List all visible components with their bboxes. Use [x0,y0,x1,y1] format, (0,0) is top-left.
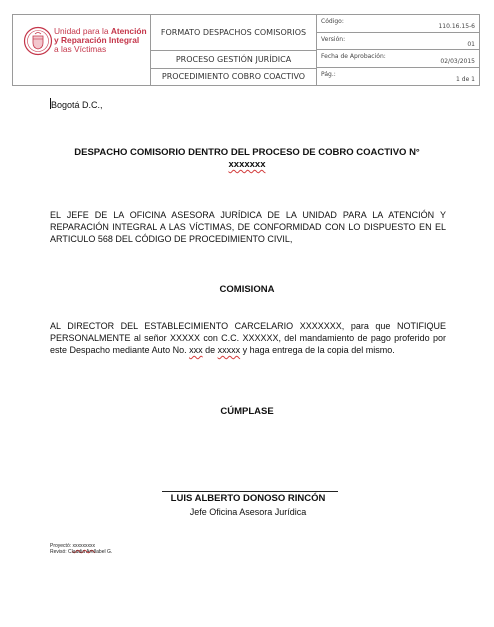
document-title [40,147,454,171]
auto-date-placeholder: xxxxx [217,345,241,355]
version-label: Versión: [321,35,346,43]
place-text: Bogotá D.C., [51,100,103,110]
approval-row [317,50,479,68]
projected-label: Proyectó: [50,543,73,549]
format-title: FORMATO DESPACHOS COMISORIOS [151,15,316,51]
procedure-name: PROCEDIMIENTO COBRO COACTIVO [161,72,306,81]
signer-role: Jefe Oficina Asesora Jurídica [189,507,307,517]
version-value: 01 [467,40,475,48]
projected-value: xxxxxxxxx [72,543,96,549]
format-info-cell [151,15,317,85]
process-name: PROCESO GESTIÓN JURÍDICA [151,51,316,69]
preamble-paragraph: EL JEFE DE LA OFICINA ASESORA JURÍDICA DE LA UNIDAD PARA LA ATENCIÓN Y REPARACIÓN INTEGRAL A LAS VÍCTIMAS, DE CONFORMIDAD CON LO DISPUESTO EN EL ARTICULO 568 DEL CÓDIGO DE PROCEDIMIENTO CIVIL, [50,210,446,244]
reviewed-by: Revisó: Claudia Arellabel G. [50,549,113,555]
approval-value: 02/03/2015 [440,58,475,65]
version-row [317,33,479,51]
process-number-placeholder: xxxxxxx [228,159,266,170]
heading-cumplase: CÚMPLASE [220,406,274,417]
commission-paragraph [50,320,446,356]
auto-number-placeholder: xxx [189,345,203,355]
signature-line [162,491,338,492]
place-date-line[interactable] [50,98,103,111]
commission-text-b: de [202,345,218,355]
signer-name: LUIS ALBERTO DONOSO RINCÓN [170,493,326,504]
approval-label: Fecha de Aprobación: [321,53,386,60]
page-label: Pág.: [321,70,336,78]
code-label: Código: [321,18,344,25]
coat-of-arms-icon [23,26,53,56]
code-value: 110.16.15-6 [438,23,475,30]
document-header-table [12,14,480,86]
logo-wordmark: Unidad para la Atención y Reparación Integral a las Víctimas [54,26,147,54]
logo-cell [13,15,151,85]
page-row [317,68,479,86]
page-value: 1 de 1 [456,75,475,83]
code-row [317,15,479,33]
control-info-cell [317,15,479,85]
commission-text-c: y haga entrega de la copia del mismo. [240,345,395,355]
commission-text-a: AL DIRECTOR DEL ESTABLECIMIENTO CARCELARIO XXXXXXX, para que NOTIFIQUE PERSONALMENTE al señor XXXXX con C.C. XXXXXX, del mandamiento de pago proferido por este Despacho mediante Auto No. [50,321,446,355]
document-title-line1: DESPACHO COMISORIO DENTRO DEL PROCESO DE COBRO COACTIVO N° [74,147,420,158]
heading-comisiona: COMISIONA [219,284,275,295]
